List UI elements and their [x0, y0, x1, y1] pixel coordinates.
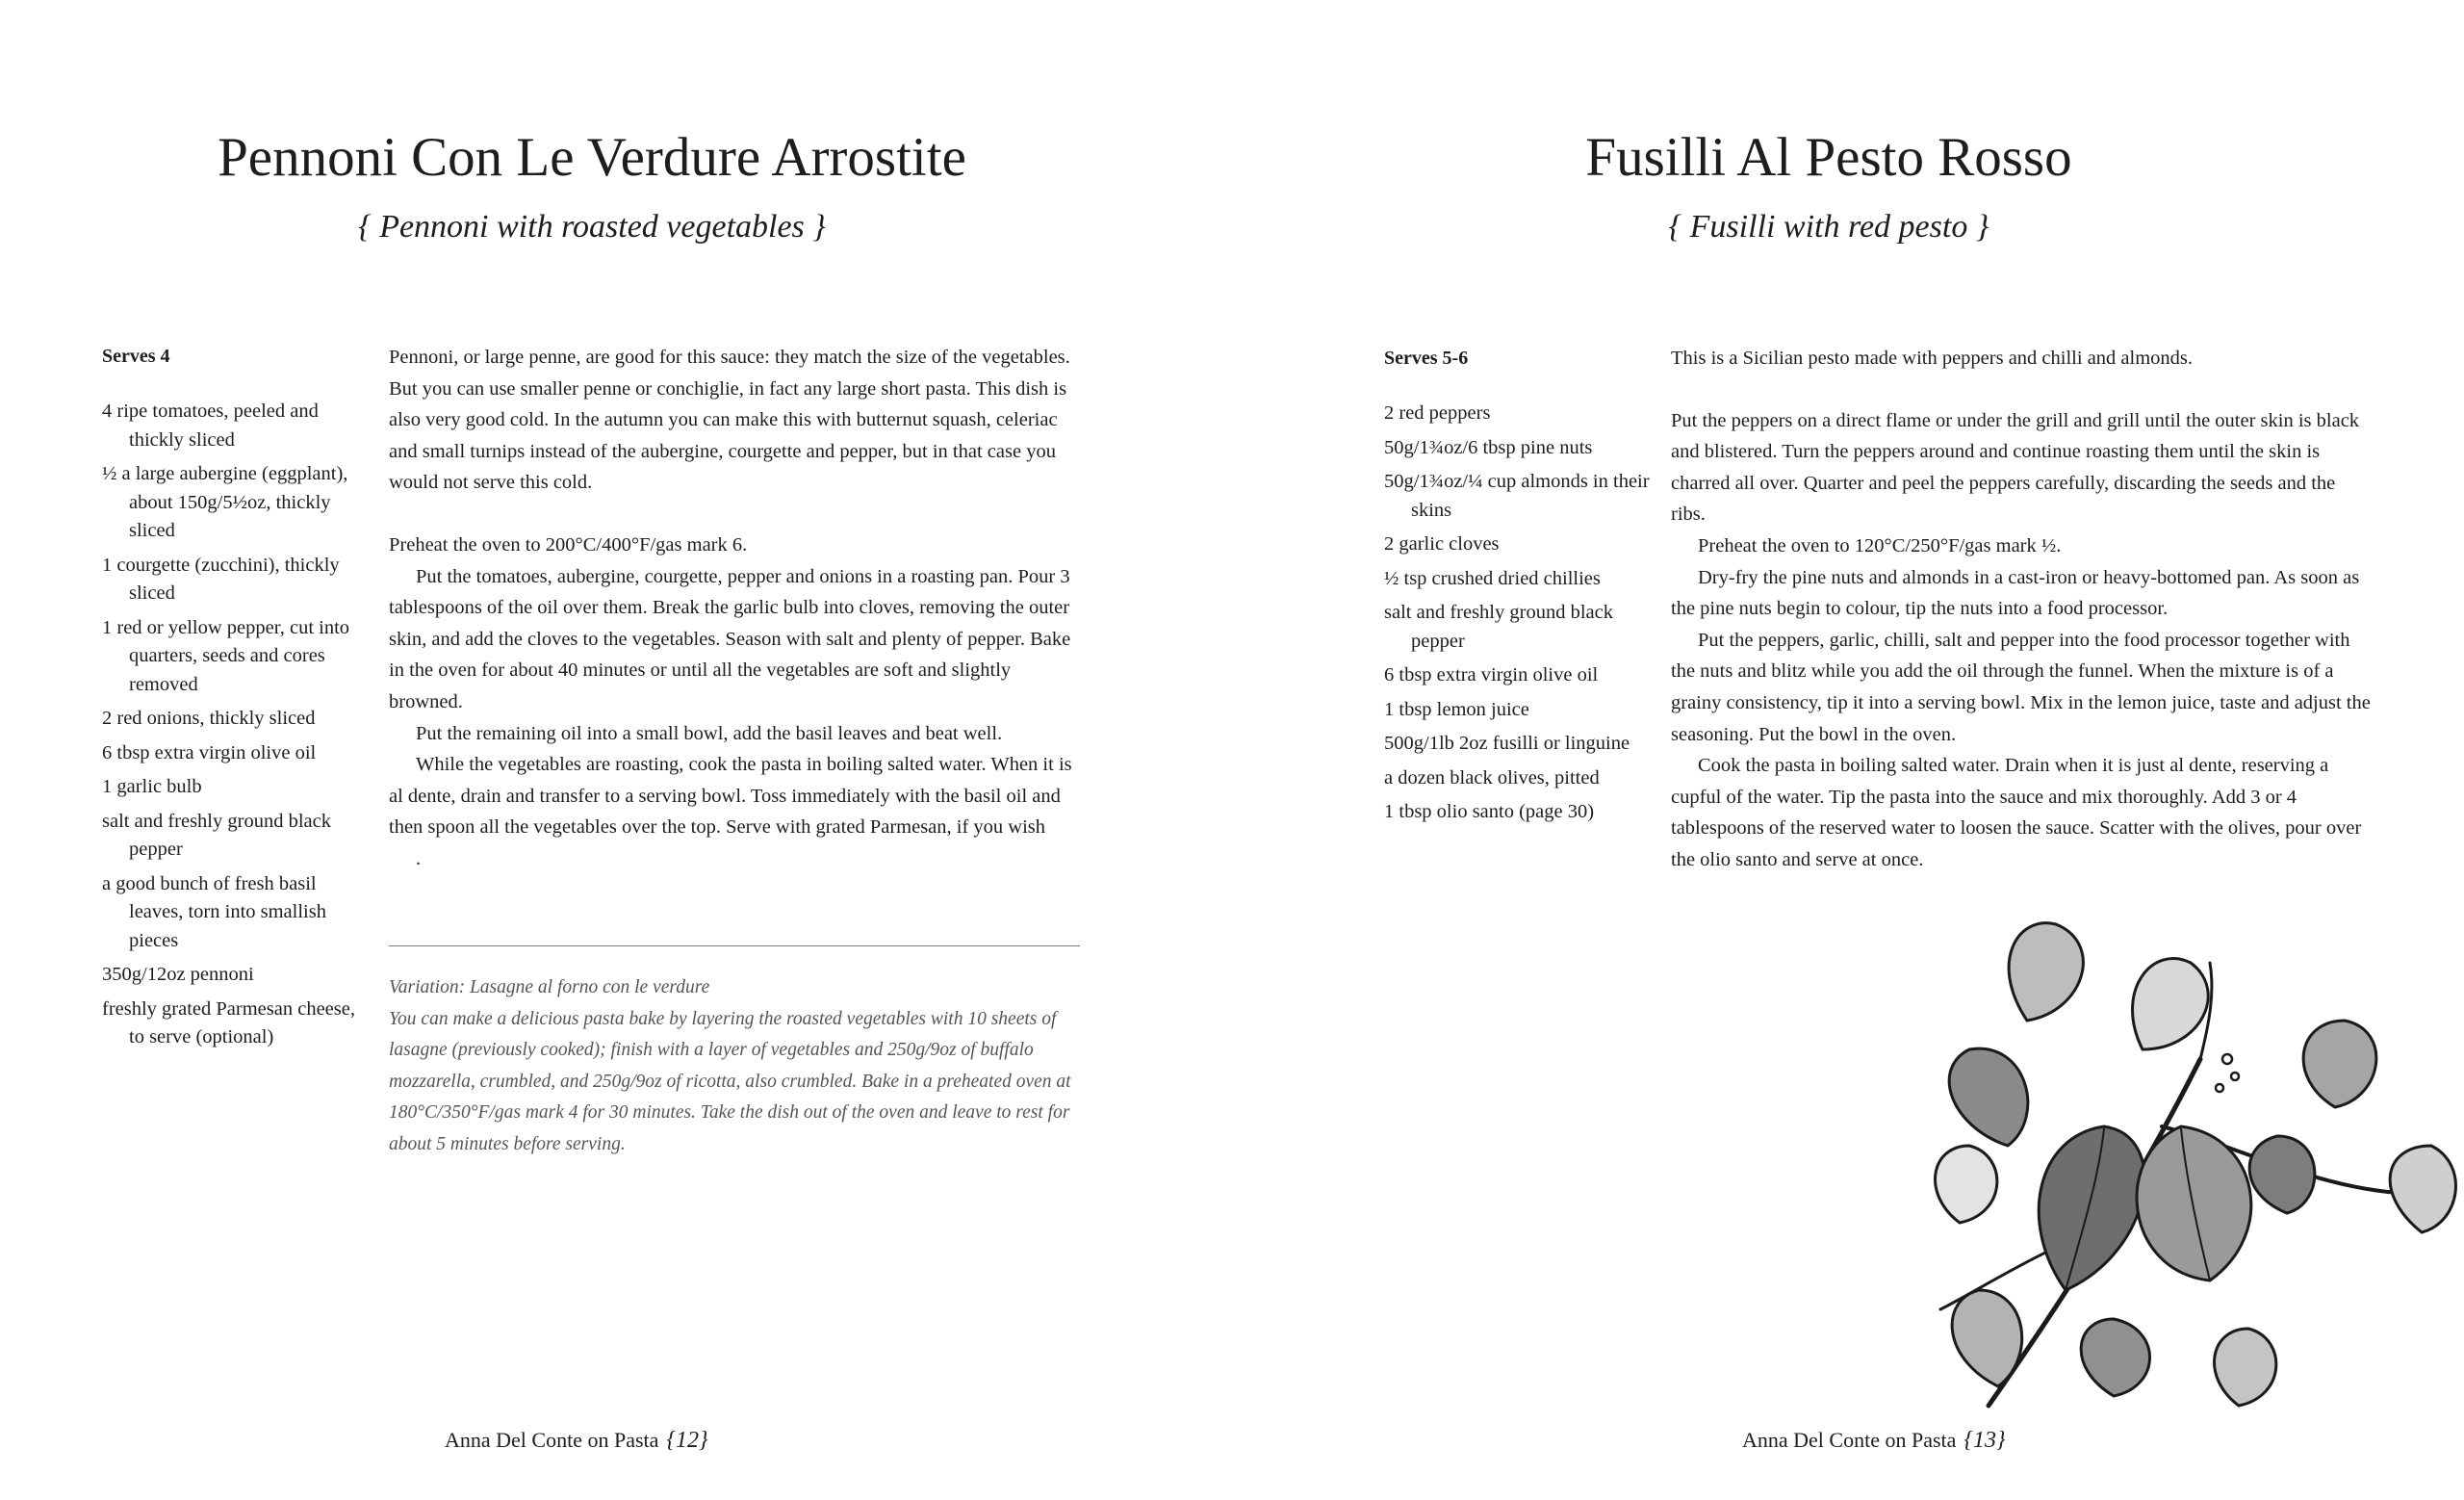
method-step: Put the peppers, garlic, chilli, salt and pepper into the food processor together with the nuts and blitz while you add the oil through the funnel. When the mixture is of a grainy consistency, tip it into a serving bowl. Mix in the lemon juice, taste and adjust the seasoning. Put the bowl in the oven.	[1671, 629, 2371, 745]
method-step: Preheat the oven to 120°C/250°F/gas mark ½.	[1698, 534, 2062, 556]
ingredient-item: 1 red or yellow pepper, cut into quarters, seeds and cores removed	[102, 616, 350, 695]
basil-illustration	[1921, 905, 2464, 1430]
ingredient-item: 6 tbsp extra virgin olive oil	[1384, 664, 1599, 685]
method-step: Put the peppers on a direct flame or under the grill and grill until the outer skin is black and blistered. Turn the peppers around and continue roasting them until the skin is charred all over. Quarter and peel the peppers carefully, discarding the seeds and the ribs.	[1671, 409, 2360, 526]
page-footer	[445, 1427, 708, 1454]
ingredient-item: 2 red peppers	[1384, 402, 1491, 424]
ingredient-item: 50g/1¾oz/6 tbsp pine nuts	[1384, 436, 1593, 458]
basil-leaf	[2249, 1136, 2315, 1213]
ingredient-item: a good bunch of fresh basil leaves, torn into smallish pieces	[102, 872, 326, 951]
intro-paragraph: This is a Sicilian pesto made with peppers and chilli and almonds.	[1671, 348, 2194, 369]
page-footer	[1742, 1427, 2006, 1454]
method-step: While the vegetables are roasting, cook the pasta in boiling salted water. When it is al dente, drain and transfer to a serving bowl. Toss immediately with the basil oil and then spoon all the vegetables over the top. Serve with grated Parmesan, if you wish	[389, 754, 1072, 839]
ingredient-item: freshly grated Parmesan cheese, to serve (optional)	[102, 997, 355, 1047]
stray-mark: .	[416, 847, 422, 869]
page-number: {13}	[1964, 1428, 2006, 1453]
variation-note	[389, 972, 1080, 1161]
ingredient-item: 1 garlic bulb	[102, 776, 202, 797]
recipe-title: Fusilli Al Pesto Rosso	[1585, 127, 2072, 188]
ingredient-item: salt and freshly ground black pepper	[1384, 602, 1613, 652]
ingredient-item: 50g/1¾oz/¼ cup almonds in their skins	[1384, 471, 1650, 521]
variation-heading: Variation: Lasagne al forno con le verdure	[389, 977, 710, 997]
method-step: Put the tomatoes, aubergine, courgette, pepper and onions in a roasting pan. Pour 3 tablespoons of the oil over them. Break the garlic bulb into cloves, removing the outer skin, and add the cloves to the vegetables. Season with salt and plenty of pepper. Bake in the oven for about 40 minutes or until all the vegetables are soft and slightly browned.	[389, 565, 1071, 712]
ingredient-item: 1 tbsp olio santo (page 30)	[1384, 801, 1595, 822]
basil-leaf	[1936, 1146, 1997, 1223]
section-divider	[389, 945, 1080, 946]
recipe-subtitle: { Fusilli with red pesto }	[1668, 209, 1989, 245]
ingredient-item: salt and freshly ground black pepper	[102, 810, 331, 860]
ingredient-item: 1 courgette (zucchini), thickly sliced	[102, 554, 340, 604]
ingredient-item: 2 red onions, thickly sliced	[102, 708, 316, 729]
recipe-title: Pennoni Con Le Verdure Arrostite	[218, 127, 966, 188]
ingredient-list	[1384, 400, 1652, 833]
method-text	[1671, 343, 2372, 876]
ingredient-item: 1 tbsp lemon juice	[1384, 698, 1529, 720]
basil-leaf	[1952, 1290, 2022, 1386]
ingredient-item: 2 garlic cloves	[1384, 533, 1500, 555]
basil-leaf	[2390, 1146, 2455, 1232]
basil-leaf	[2009, 923, 2083, 1021]
method-step: Cook the pasta in boiling salted water. Drain when it is just al dente, reserving a cupful of the water. Tip the pasta into the sauce and mix thoroughly. Add 3 or 4 tablespoons of the reserved water to loosen the sauce. Scatter with the olives, pour over the olio santo and serve at once.	[1671, 755, 2362, 870]
serves-label: Serves 4	[102, 346, 170, 367]
method-text	[389, 342, 1074, 875]
ingredient-item: 6 tbsp extra virgin olive oil	[102, 741, 317, 763]
ingredient-item: 350g/12oz pennoni	[102, 964, 254, 985]
method-step: Dry-fry the pine nuts and almonds in a cast-iron or heavy-bottomed pan. As soon as the pine nuts begin to colour, tip the nuts into a food processor.	[1671, 566, 2360, 620]
ingredient-list	[102, 398, 362, 1058]
recipe-subtitle: { Pennoni with roasted vegetables }	[358, 209, 826, 245]
method-step: Put the remaining oil into a small bowl, add the basil leaves and beat well.	[416, 722, 1003, 744]
method-step: Preheat the oven to 200°C/400°F/gas mark 6.	[389, 533, 748, 556]
variation-text: You can make a delicious pasta bake by layering the roasted vegetables with 10 sheets of lasagne (previously cooked); finish with a layer of vegetables and 250g/9oz of buffalo mozzarella, crumbled, and 250g/9oz of ricotta, also crumbled. Bake in a preheated oven at 180°C/350°F/gas mark 4 for 30 minutes. Take the dish out of the oven and leave to rest for about 5 minutes before serving.	[389, 1008, 1071, 1154]
page-number: {12}	[666, 1428, 708, 1453]
basil-leaf	[1949, 1048, 2028, 1146]
ingredient-item: 500g/1lb 2oz fusilli or linguine	[1384, 733, 1630, 754]
basil-leaf	[2133, 959, 2209, 1049]
basil-leaf	[2081, 1319, 2149, 1396]
basil-leaf	[2215, 1329, 2276, 1406]
footer-book-title: Anna Del Conte on Pasta	[1742, 1428, 1957, 1452]
ingredient-item: 4 ripe tomatoes, peeled and thickly sliced	[102, 401, 319, 451]
ingredient-item: ½ tsp crushed dried chillies	[1384, 567, 1601, 589]
ingredient-item: a dozen black olives, pitted	[1384, 766, 1600, 789]
footer-book-title: Anna Del Conte on Pasta	[445, 1428, 659, 1452]
basil-leaf	[2039, 1126, 2144, 1290]
basil-leaf	[2303, 1021, 2376, 1107]
serves-label: Serves 5-6	[1384, 348, 1469, 369]
ingredient-item: ½ a large aubergine (eggplant), about 150g/5½oz, thickly sliced	[102, 463, 348, 541]
intro-paragraph: Pennoni, or large penne, are good for this sauce: they match the size of the vegetables. But you can use smaller penne or conchiglie, in fact any large short pasta. This dish is also very good cold. In the autumn you can make this with butternut squash, celeriac and small turnips instead of the aubergine, courgette and pepper, but in that case you would not serve this cold.	[389, 347, 1070, 494]
